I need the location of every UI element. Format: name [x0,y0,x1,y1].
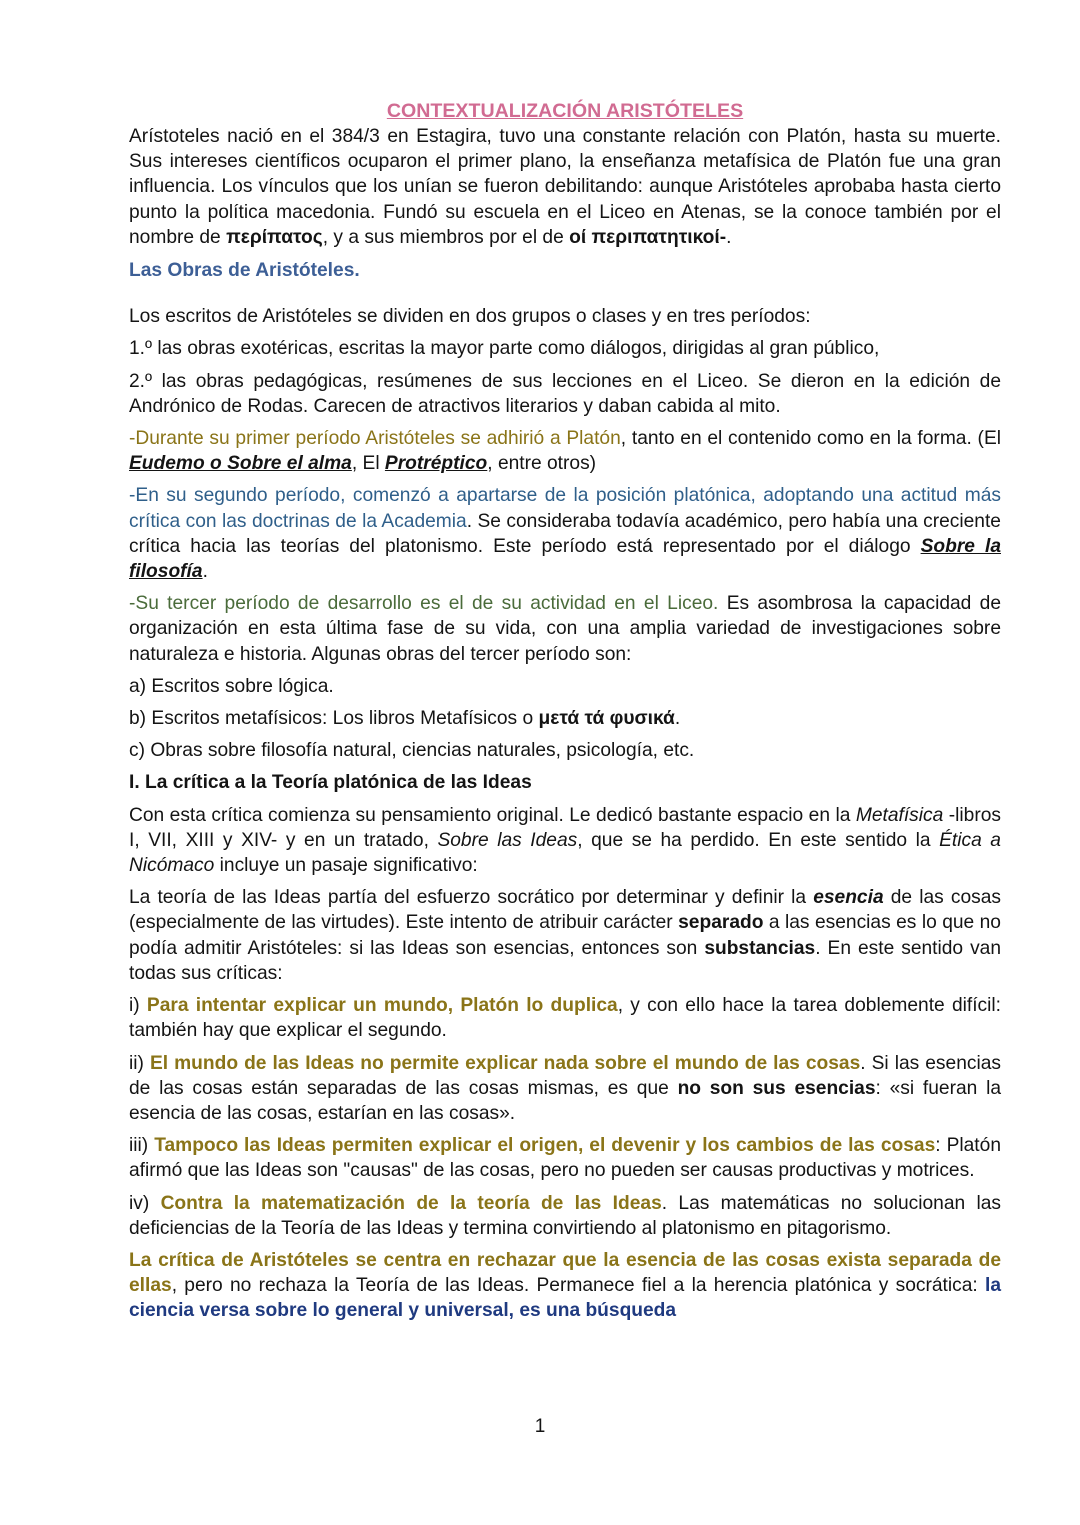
list-item-a: a) Escritos sobre lógica. [129,675,334,697]
work-title: Sobre la filosofía [129,535,1001,583]
list-item-b: b) Escritos metafísicos: Los libros Metafísicos o μετά τά φυσικά. [129,708,681,730]
critique-iv: iv) Contra la matematización de la teoría de las Ideas. Las matemáticas no solucionan las deficiencias de la Teoría de las Ideas y termina convirtiendo al platonismo en pitagorismo. [129,1192,1002,1239]
list-item-pedagogicas: 2.º las obras pedagógicas, resúmenes de sus lecciones en el Liceo. Se dieron en la edición de Andrónico de Rodas. Carecen de atractivos literarios y daban cabida al mito. [129,370,1001,417]
page-number: 1 [534,1416,546,1437]
critique-i: i) Para intentar explicar un mundo, Platón lo duplica, y con ello hace la tarea doblemente difícil: también hay que explicar el segundo. [129,995,1001,1042]
work-title: Protréptico [384,453,488,475]
page-title: CONTEXTUALIZACIÓN ARISTÓTELES [386,100,744,122]
greek-term: οί περιπατητικοί- [569,226,727,248]
list-item-c: c) Obras sobre filosofía natural, ciencias naturales, psicología, etc. [129,740,695,762]
document-body [129,98,1001,1331]
section-heading-critica: I. La crítica a la Teoría platónica de las Ideas [129,772,532,794]
list-item-exotericas: 1.º las obras exotéricas, escritas la mayor parte como diálogos, dirigidas al gran público, [129,338,880,360]
first-period-paragraph: -Durante su primer período Aristóteles se adhirió a Platón, tanto en el contenido como en la forma. (El Eudemo o Sobre el alma, El Protréptico, entre otros) [129,428,1002,475]
work-title: Eudemo o Sobre el alma [129,453,352,475]
critique-ii: ii) El mundo de las Ideas no permite explicar nada sobre el mundo de las cosas. Si las esencias de las cosas están separadas de las cosas mismas, es que no son sus esencias: «si fueran la esencia de las cosas, estarían en las cosas». [129,1052,1001,1124]
third-period-paragraph: -Su tercer período de desarrollo es el de su actividad en el Liceo. Es asombrosa la capacidad de organización en esta última fase de su vida, con una amplia variedad de investigaciones sobre naturaleza e historia. Algunas obras del tercer período son: [129,593,1002,665]
conclusion-paragraph: La crítica de Aristóteles se centra en rechazar que la esencia de las cosas exista separada de ellas, pero no rechaza la Teoría de las Ideas. Permanece fiel a la herencia platónica y socrática: la ciencia versa sobre lo general y universal, es una búsqueda [129,1249,1001,1322]
critica-intro-paragraph: Con esta crítica comienza su pensamiento original. Le dedicó bastante espacio en la Metafísica -libros I, VII, XIII y XIV- y en un tratado, Sobre las Ideas, que se ha perdido. En este sentido la Ética a Nicómaco incluye un pasaje significativo: [129,804,1002,877]
critique-iii: iii) Tampoco las Ideas permiten explicar el origen, el devenir y los cambios de las cosas: Platón afirmó que las Ideas son "causas" de las cosas, pero no pueden ser causas productivas y motrices. [129,1135,1001,1182]
greek-term: μετά τά φυσικά [538,708,675,730]
greek-term: περίπατος [226,226,323,248]
section-heading-obras: Las Obras de Aristóteles. [129,260,360,282]
intro-paragraph: Arístoteles nació en el 384/3 en Estagira, tuvo una constante relación con Platón, hasta su muerte. Sus intereses científicos ocuparon el primer plano, la enseñanza metafísica de Platón fue una gran influencia. Los vínculos que los unían se fueron debilitando: aunque Aristóteles aprobaba hasta cierto punto la política macedonia. Fundó su escuela en el Liceo en Atenas, se la conoce también por el nombre de περίπατος, y a sus miembros por el de οί περιπατητικοί-. [129,126,1001,248]
second-period-paragraph: -En su segundo período, comenzó a apartarse de la posición platónica, adoptando una actitud más crítica con las doctrinas de la Academia. Se consideraba todavía académico, pero había una creciente crítica hacia las teorías del platonismo. Este período está representado por el diálogo Sobre la filosofía. [129,485,1001,583]
escritos-paragraph: Los escritos de Aristóteles se dividen en dos grupos o clases y en tres períodos: [129,306,811,328]
teoria-ideas-paragraph: La teoría de las Ideas partía del esfuerzo socrático por determinar y definir la esencia de las cosas (especialmente de las virtudes). Este intento de atribuir carácter separado a las esencias es lo que no podía admitir Aristóteles: si las Ideas son esencias, entonces son substancias. En este sentido van todas sus críticas: [129,887,1002,984]
